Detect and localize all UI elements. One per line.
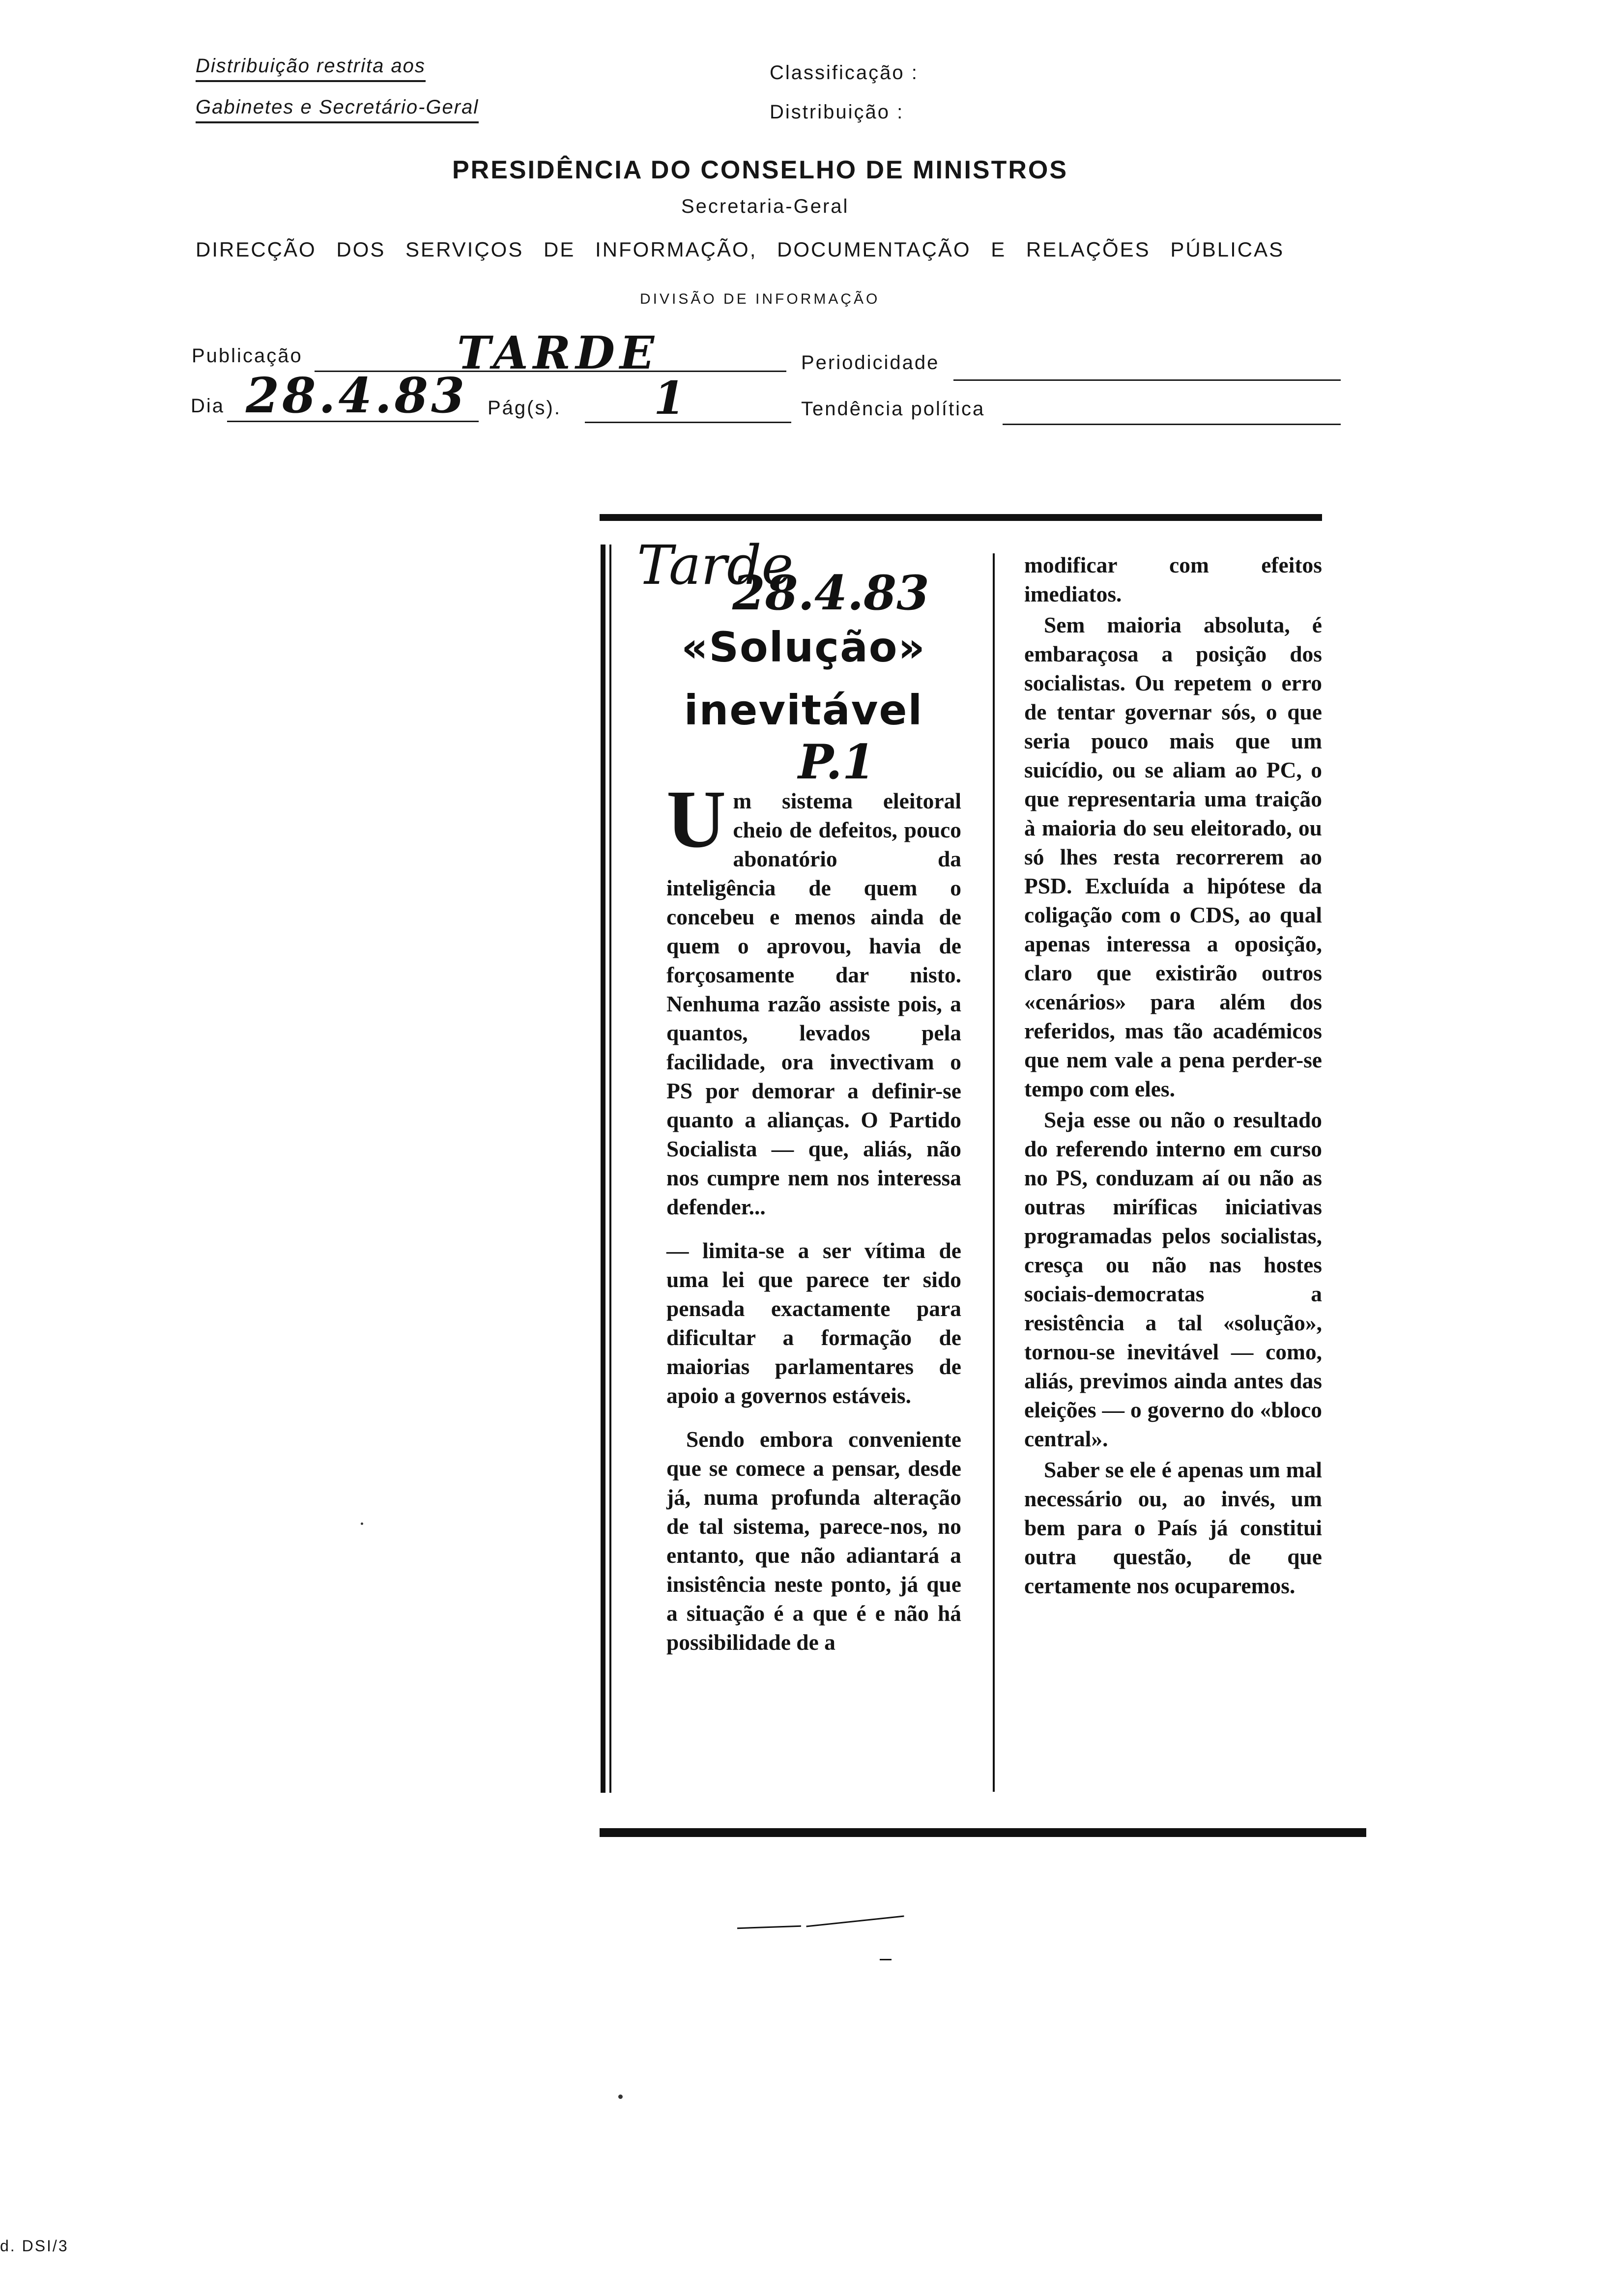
pags-label: Pág(s). bbox=[488, 397, 561, 419]
clipping-left-rule bbox=[601, 545, 605, 1793]
restriction-line-1: Distribuição restrita aos bbox=[196, 55, 426, 82]
periodicidade-label: Periodicidade bbox=[801, 352, 940, 373]
periodicidade-field-line bbox=[953, 379, 1341, 381]
dia-label: Dia bbox=[191, 395, 225, 417]
scan-mark-line bbox=[737, 1925, 801, 1929]
organization-subtitle: Secretaria-Geral bbox=[681, 196, 849, 217]
pags-handwritten: 1 bbox=[654, 372, 686, 425]
article-column-2 bbox=[1024, 550, 1322, 1600]
clipping-handwritten-date: 28.4.83 bbox=[732, 565, 929, 621]
paragraph-3: Sendo embora conveniente que se comece a pensar, desde já, numa profunda alteração de tal sistema, parece-nos, no entanto, que não adiantará a insistência neste ponto, já que a situação é a que é e não há possibilidade de a bbox=[666, 1427, 961, 1655]
publicacao-label: Publicação bbox=[192, 345, 303, 367]
clipping-bottom-rule bbox=[600, 1828, 1366, 1837]
clipping-handwritten-page: P.1 bbox=[798, 734, 875, 790]
scan-mark-dash bbox=[880, 1959, 892, 1960]
scan-speck-2 bbox=[361, 1522, 363, 1525]
pags-field-line bbox=[585, 422, 791, 423]
column-divider-rule bbox=[993, 553, 995, 1792]
tendencia-field-line bbox=[1003, 424, 1341, 425]
division-title: DIVISÃO DE INFORMAÇÃO bbox=[640, 291, 880, 307]
article-headline-line-1: «Solução» bbox=[681, 623, 926, 671]
clipping-left-thin-rule bbox=[609, 545, 611, 1793]
scan-mark-line-2 bbox=[806, 1916, 904, 1927]
drop-cap: U bbox=[666, 774, 726, 865]
restriction-line-2: Gabinetes e Secretário-Geral bbox=[196, 96, 479, 123]
organization-title: PRESIDÊNCIA DO CONSELHO DE MINISTROS bbox=[452, 156, 1068, 184]
paragraph-7: Saber se ele é apenas um mal necessário ou, ao invés, um bem para o País já constitui outra questão, de que certamente nos ocuparemos. bbox=[1024, 1457, 1322, 1598]
paragraph-4: modificar com efeitos imediatos. bbox=[1024, 552, 1322, 606]
form-code: d. DSI/3 bbox=[0, 2237, 69, 2255]
directorate-title: DIRECÇÃO DOS SERVIÇOS DE INFORMAÇÃO, DOCUMENTAÇÃO E RELAÇÕES PÚBLICAS bbox=[196, 238, 1285, 261]
scan-speck bbox=[618, 2095, 623, 2099]
paragraph-1: Um sistema eleitoral cheio de defeitos, pouco abonatório da inteligência de quem o concebeu e menos ainda de quem o aprovou, havia de forçosamente dar nisto. Nenhuma razão assiste pois, a quantos, levados pela facilidade, ora invectivam o PS por demorar a definir-se quanto a alianças. O Partido Socialista — que, aliás, não nos cumpre nem nos interessa defender... bbox=[666, 774, 961, 1219]
publicacao-handwritten: TARDE bbox=[457, 326, 660, 379]
tendencia-label: Tendência política bbox=[801, 398, 985, 420]
paragraph-6: Seja esse ou não o resultado do referendo interno em curso no PS, conduzam aí ou não as outras miríficas iniciativas programadas pelos socialistas, cresça ou não nas hostes sociais-democratas a resistência a tal «solução», tornou-se inevitável — como, aliás, previmos ainda antes das eleições — o governo do «bloco central». bbox=[1024, 1107, 1322, 1451]
article-column-1 bbox=[666, 774, 961, 1657]
clipping-top-rule bbox=[600, 514, 1322, 521]
clipping-handwritten-source: Tarde bbox=[637, 534, 794, 597]
dia-handwritten: 28.4.83 bbox=[246, 368, 468, 424]
classificacao-label: Classificação : bbox=[770, 62, 919, 84]
article-headline-line-2: inevitável bbox=[684, 686, 923, 734]
distribuicao-label: Distribuição : bbox=[770, 101, 904, 123]
paragraph-2: — limita-se a ser vítima de uma lei que parece ter sido pensada exactamente para dificultar a formação de maiorias parlamentares de apoio a governos estáveis. bbox=[666, 1238, 961, 1408]
paragraph-5: Sem maioria absoluta, é embaraçosa a posição dos socialistas. Ou repetem o erro de tentar governar sós, o que seria pouco mais que um suicídio, ou se aliam ao PC, o que representaria uma traição à maioria do seu eleitorado, ou só lhes resta recorrerem ao PSD. Excluída a hipótese da coligação com o CDS, ao qual apenas interessa a oposição, claro que existirão outros «cenários» para além dos referidos, mas tão académicos que nem vale a pena perder-se tempo com eles. bbox=[1024, 612, 1322, 1101]
